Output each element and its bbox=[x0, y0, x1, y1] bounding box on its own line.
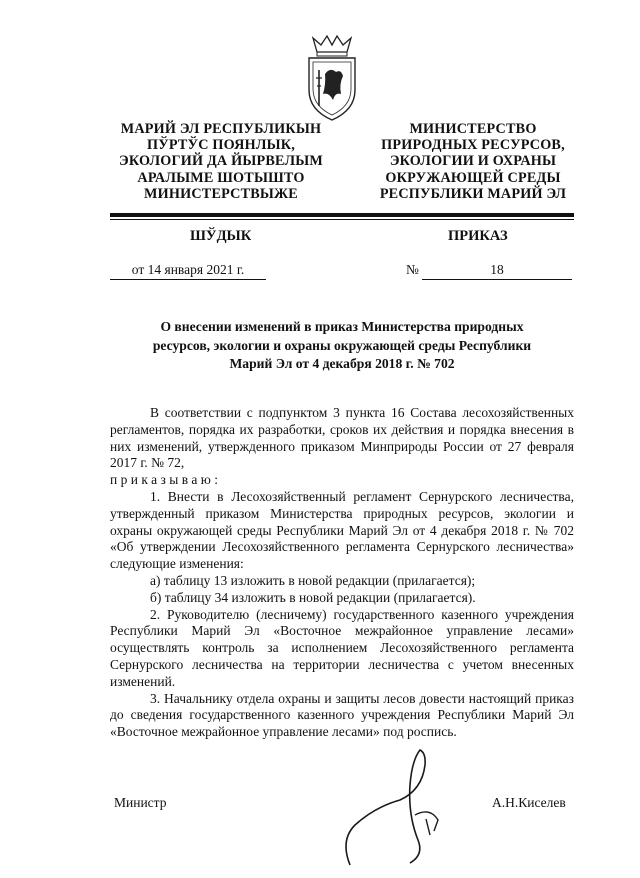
header-right-line: ЭКОЛОГИИ И ОХРАНЫ bbox=[389, 153, 557, 170]
doc-type-mari: ШЎДЫК bbox=[190, 228, 252, 244]
header-left-line: МИНИСТЕРСТВЫЖЕ bbox=[144, 185, 298, 202]
preamble-paragraph: В соответствии с подпунктом 3 пункта 16 Состава лесохозяйственных регламентов, порядка их разработки, сроков их действия и порядка внесения в них изменений, утвержденного приказом Минприроды России от 27 февраля 2017 г. № 72, bbox=[110, 405, 574, 471]
order-word: приказываю: bbox=[110, 472, 222, 488]
item-1b-paragraph: б) таблицу 34 изложить в новой редакции (прилагается). bbox=[150, 589, 476, 605]
item-1a-paragraph: а) таблицу 13 изложить в новой редакции (прилагается); bbox=[150, 572, 476, 588]
signatory-position: Министр bbox=[114, 795, 167, 810]
item-1-paragraph: 1. Внести в Лесохозяйственный регламент Сернурского лесничества, утвержденный приказом Министерства природных ресурсов, экологии и охраны окружающей среды Республики Марий Эл от 4 декабря 2018 г. № 702 «Об утверждении Лесохозяйственного регламента Сернурского лесничества» следующие изменения: bbox=[110, 488, 574, 572]
header-right-line: МИНИСТЕРСТВО bbox=[409, 121, 537, 137]
coat-of-arms-emblem bbox=[303, 34, 361, 122]
subject-line: ресурсов, экологии и охраны окружающей среды Республики bbox=[152, 337, 532, 353]
subject-line: О внесении изменений в приказ Министерства природных bbox=[160, 319, 524, 334]
number-sign: № bbox=[406, 262, 419, 277]
subject-line: Марий Эл от 4 декабря 2018 г. № 702 bbox=[229, 356, 455, 371]
header-right-line: РЕСПУБЛИКИ МАРИЙ ЭЛ bbox=[379, 185, 567, 202]
order-subject bbox=[110, 318, 574, 374]
order-body bbox=[110, 405, 574, 741]
order-date: от 14 января 2021 г. bbox=[110, 262, 266, 280]
item-2-paragraph: 2. Руководителю (лесничему) государственного казенного учреждения Республики Марий Эл «Восточное межрайонное управление лесами» осуществлять контроль за исполнением Лесохозяйственного регламента Сернурского лесничества на территории лесничества с учетом внесенных изменений. bbox=[110, 606, 574, 689]
header-left-line: ПЎРТЎС ПОЯНЛЫК, bbox=[147, 137, 295, 154]
header-right-russian bbox=[348, 121, 598, 202]
header-left-mari bbox=[96, 121, 346, 202]
handwritten-signature bbox=[330, 745, 445, 870]
doc-type-russian: ПРИКАЗ bbox=[448, 228, 508, 244]
header-left-line: МАРИЙ ЭЛ РЕСПУБЛИКЫН bbox=[120, 121, 322, 137]
header-right-line: ПРИРОДНЫХ РЕСУРСОВ, bbox=[381, 137, 565, 154]
header-right-line: ОКРУЖАЮЩЕЙ СРЕДЫ bbox=[385, 169, 561, 186]
order-number: 18 bbox=[422, 262, 572, 280]
signatory-name: А.Н.Киселев bbox=[492, 795, 566, 810]
header-divider-thick bbox=[110, 213, 574, 217]
header-left-line: АРАЛЫМЕ ШОТЫШТО bbox=[137, 169, 305, 186]
item-3-paragraph: 3. Начальнику отдела охраны и защиты лесов довести настоящий приказ до сведения государственного казенного учреждения Республики Марий Эл «Восточное межрайонное управление лесами» под роспись. bbox=[110, 690, 574, 740]
header-left-line: ЭКОЛОГИЙ ДА ЙЫРВЕЛЫМ bbox=[119, 153, 323, 170]
header-divider-thin bbox=[110, 219, 574, 220]
